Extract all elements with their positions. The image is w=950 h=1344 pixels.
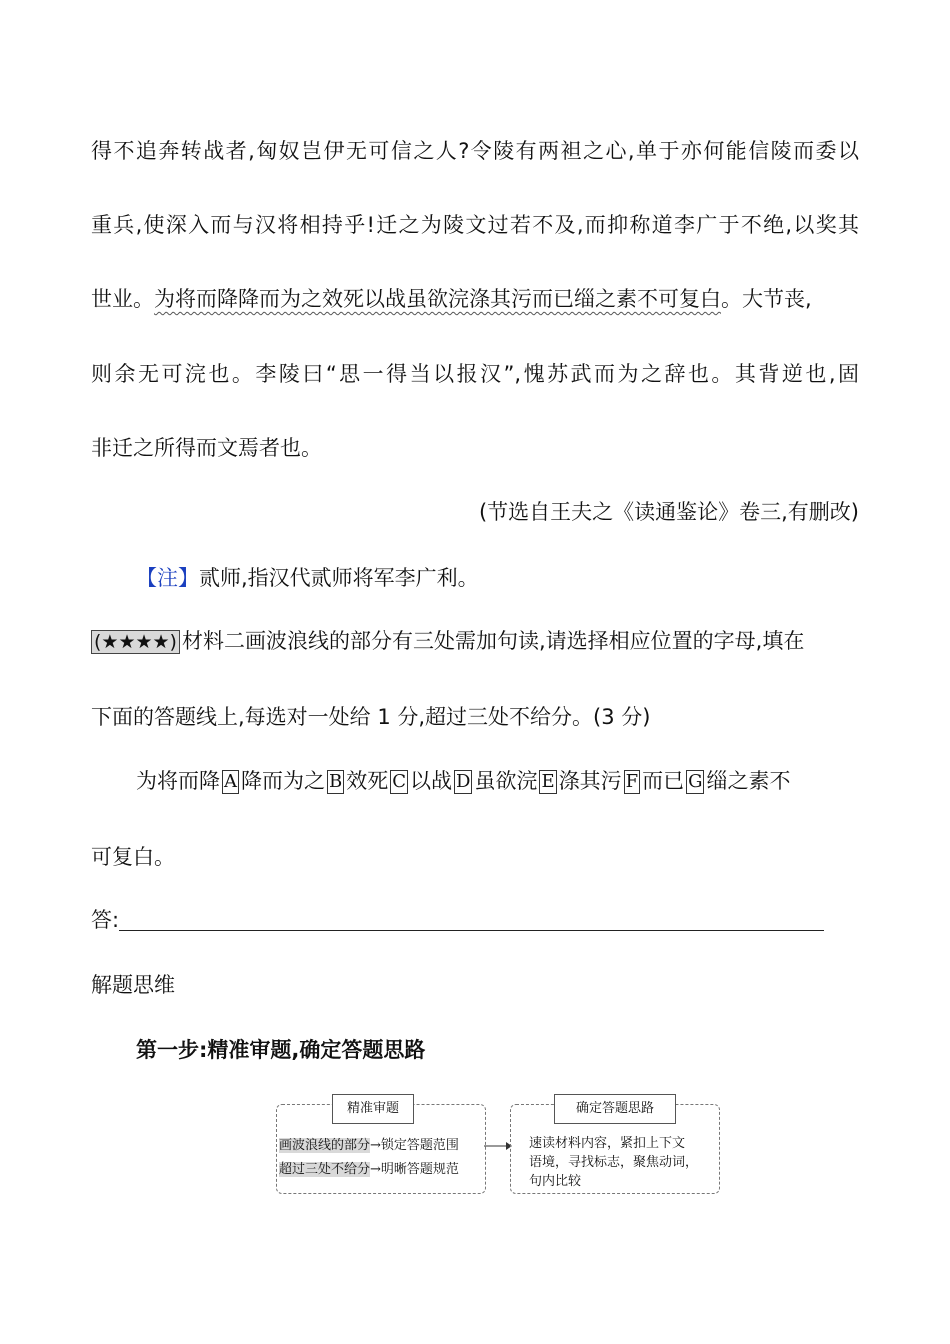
passage-line-3-start: 世业。	[91, 287, 154, 311]
passage-line-3-end: 。大节丧,	[721, 287, 812, 311]
left-row-1	[279, 1136, 459, 1156]
question-sentence	[136, 766, 859, 796]
right-line-1: 速读材料内容，紧扣上下文	[529, 1136, 686, 1151]
passage-line-3	[91, 284, 859, 314]
segment: 为将而降	[136, 769, 220, 793]
right-line-3: 句内比较	[529, 1174, 582, 1189]
left-row-1-source: 画波浪线的部分	[279, 1138, 371, 1153]
step1-heading: 第一步:精准审题,确定答题思路	[136, 1038, 426, 1062]
left-row-2	[279, 1160, 459, 1180]
connector-arrow-icon	[484, 1140, 512, 1152]
answer-line	[91, 905, 859, 935]
difficulty-stars: (★★★★)	[91, 630, 180, 654]
arrow-icon: →	[370, 1162, 381, 1177]
segment: 涤其污	[558, 769, 622, 793]
note-label: 【注】	[136, 566, 199, 590]
thinking-heading: 解题思维	[91, 973, 175, 997]
option-box-b: B	[329, 771, 343, 792]
question-line-2: 下面的答题线上,每选对一处给 1 分,超过三处不给分。(3 分)	[91, 705, 651, 729]
note-text: 贰师,指汉代贰师将军李广利。	[199, 566, 479, 590]
left-row-2-target: 明晰答题规范	[380, 1162, 459, 1177]
passage-line-5: 非迁之所得而文焉者也。	[91, 436, 322, 460]
flow-diagram	[276, 1090, 721, 1200]
passage-source: (节选自王夫之《读通鉴论》卷三,有删改)	[478, 500, 859, 524]
passage-line-1: 得不追奔转战者,匈奴岂伊无可信之人?令陵有两袒之心,单于亦何能信陵而委以	[91, 139, 859, 163]
wavy-underlined-sentence: 为将而降降而为之效死以战虽欲浣涤其污而已缁之素不可复白	[154, 287, 721, 311]
segment: 降而为之	[241, 769, 325, 793]
segment: 以战	[410, 769, 453, 793]
left-row-1-target: 锁定答题范围	[380, 1138, 459, 1153]
option-box-g: G	[688, 771, 703, 792]
option-box-e: E	[541, 771, 555, 792]
left-title: 精准审题	[332, 1094, 414, 1124]
question-text-1: 材料二画波浪线的部分有三处需加句读,请选择相应位置的字母,填在	[181, 629, 805, 653]
segment: 而已	[642, 769, 685, 793]
left-row-2-source: 超过三处不给分	[279, 1162, 371, 1177]
segment: 缁之素不	[706, 769, 791, 793]
answer-blank[interactable]	[119, 908, 824, 931]
right-title: 确定答题思路	[554, 1094, 676, 1124]
arrow-icon: →	[370, 1138, 381, 1153]
segment: 虽欲浣	[474, 769, 538, 793]
question-sentence-end: 可复白。	[91, 845, 175, 869]
passage-line-2: 重兵,使深入而与汉将相持乎!迁之为陵文过若不及,而抑称道李广于不绝,以奖其	[91, 213, 859, 237]
answer-label: 答:	[91, 908, 120, 932]
right-line-2: 语境，寻找标志，聚焦动词，	[529, 1155, 699, 1170]
option-box-a: A	[224, 771, 237, 792]
question-line-1	[91, 626, 859, 656]
option-box-d: D	[456, 771, 471, 792]
segment: 效死	[346, 769, 389, 793]
option-box-f: F	[625, 771, 639, 792]
note	[136, 563, 859, 593]
passage-line-4: 则余无可浣也。李陵曰“思一得当以报汉”,愧苏武而为之辞也。其背逆也,固	[91, 362, 859, 386]
option-box-c: C	[392, 771, 407, 792]
